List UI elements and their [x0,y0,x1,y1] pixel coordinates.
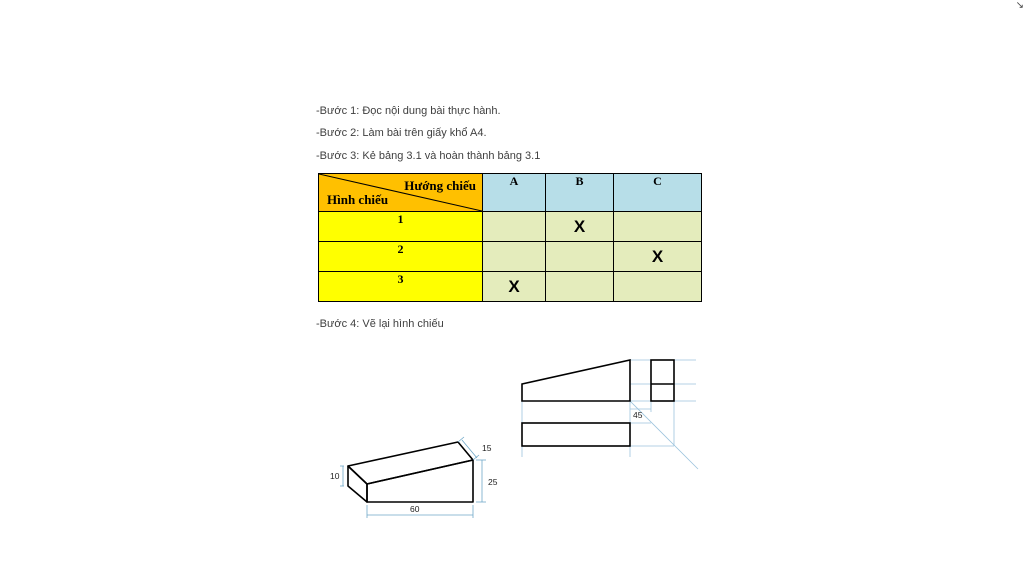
header-hinh-chieu: Hình chiếu [327,192,389,207]
isometric-view [348,442,473,502]
corner-arrow-icon: ↘ [1015,0,1024,11]
header-huong-chieu: Hướng chiếu [404,178,476,193]
dimension-45-label: 45 [633,410,643,420]
table-cell-mark: X [546,212,614,242]
dimension-25-label: 25 [488,477,498,487]
row-header-1: 1 [319,212,483,242]
table-cell-mark: X [483,272,546,302]
front-view [522,360,630,401]
column-header-b: B [546,174,614,212]
dimension-60-label: 60 [410,504,420,514]
step-2-text: -Bước 2: Làm bài trên giấy khổ A4. [316,127,487,139]
column-header-c: C [614,174,702,212]
dimension-15-label: 15 [482,443,492,453]
step-1-text: -Bước 1: Đọc nội dung bài thực hành. [316,105,501,117]
projection-construction-lines [522,360,698,469]
step-4-text: -Bước 4: Vẽ lại hình chiếu [316,318,444,330]
row-header-3: 3 [319,272,483,302]
side-view [651,360,674,401]
column-header-a: A [483,174,546,212]
dimension-10-label: 10 [330,471,340,481]
top-view [522,423,630,446]
step-3-text: -Bước 3: Kẻ bảng 3.1 và hoàn thành bảng 3.1 [316,150,541,162]
table-cell-mark: X [614,242,702,272]
row-header-2: 2 [319,242,483,272]
